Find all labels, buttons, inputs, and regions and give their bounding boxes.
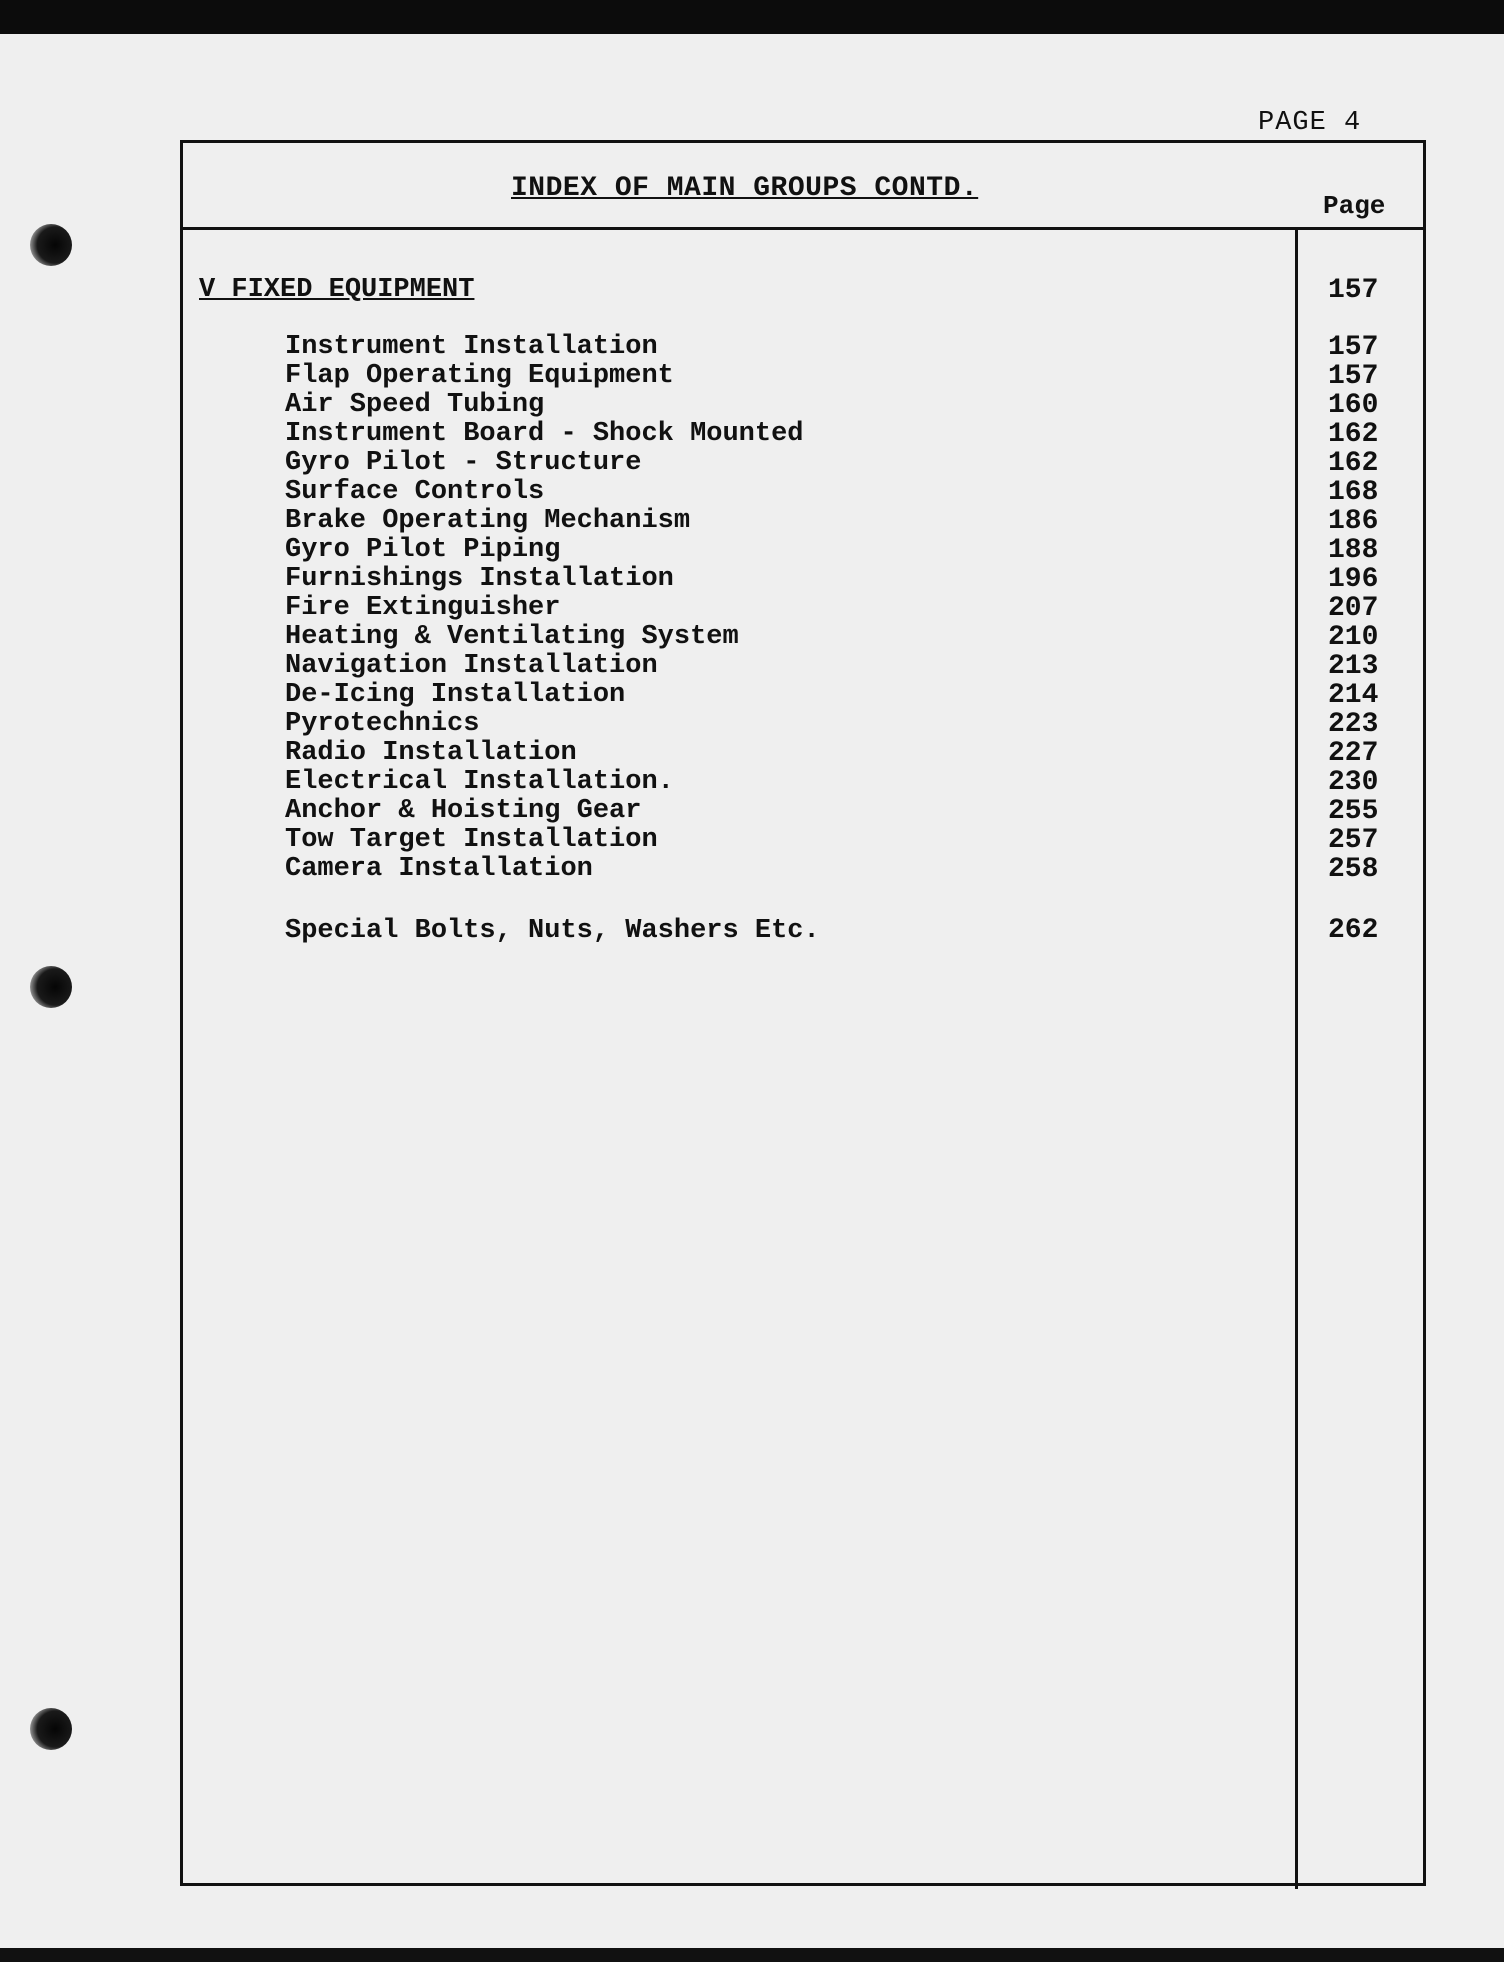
scan-top-edge [0, 0, 1504, 34]
entry-page: 227 [1328, 738, 1379, 769]
entry-label: Fire Extinguisher [285, 593, 561, 623]
entry-list [183, 333, 1423, 884]
entry-label: Navigation Installation [285, 651, 658, 681]
section-page-number: 157 [1328, 275, 1379, 306]
list-item [183, 362, 1423, 391]
entry-page: 255 [1328, 796, 1379, 827]
entry-page: 223 [1328, 709, 1379, 740]
entry-page: 258 [1328, 854, 1379, 885]
entry-label: Electrical Installation. [285, 767, 674, 797]
entry-label: Air Speed Tubing [285, 390, 545, 420]
list-item [183, 623, 1423, 652]
entry-label: Gyro Pilot - Structure [285, 448, 642, 478]
entry-label: De-Icing Installation [285, 680, 626, 710]
entry-label: Tow Target Installation [285, 825, 658, 855]
list-item [183, 652, 1423, 681]
special-entry-page: 262 [1328, 915, 1379, 946]
list-item [183, 710, 1423, 739]
list-item [183, 826, 1423, 855]
entry-label: Instrument Installation [285, 332, 658, 362]
entry-label: Heating & Ventilating System [285, 622, 739, 652]
page-title: INDEX OF MAIN GROUPS CONTD. [511, 173, 979, 204]
list-item [183, 478, 1423, 507]
list-item [183, 797, 1423, 826]
list-item [183, 333, 1423, 362]
entry-page: 160 [1328, 390, 1379, 421]
header-divider [183, 227, 1423, 230]
entry-page: 157 [1328, 361, 1379, 392]
index-table [180, 140, 1426, 1886]
entry-label: Furnishings Installation [285, 564, 674, 594]
entry-page: 257 [1328, 825, 1379, 856]
entry-label: Surface Controls [285, 477, 545, 507]
special-entry [183, 915, 1423, 947]
entry-label: Instrument Board - Shock Mounted [285, 419, 804, 449]
scan-bottom-edge [0, 1948, 1504, 1962]
entry-page: 196 [1328, 564, 1379, 595]
entry-label: Radio Installation [285, 738, 577, 768]
list-item [183, 449, 1423, 478]
list-item [183, 768, 1423, 797]
punch-hole-bottom [30, 1708, 72, 1750]
list-item [183, 391, 1423, 420]
list-item [183, 420, 1423, 449]
list-item [183, 681, 1423, 710]
entry-page: 168 [1328, 477, 1379, 508]
list-item [183, 565, 1423, 594]
entry-page: 157 [1328, 332, 1379, 363]
entry-page: 162 [1328, 419, 1379, 450]
entry-page: 186 [1328, 506, 1379, 537]
entry-page: 188 [1328, 535, 1379, 566]
entry-page: 213 [1328, 651, 1379, 682]
entry-label: Gyro Pilot Piping [285, 535, 561, 565]
punch-hole-middle [30, 966, 72, 1008]
entry-label: Flap Operating Equipment [285, 361, 674, 391]
entry-label: Brake Operating Mechanism [285, 506, 691, 536]
list-item [183, 739, 1423, 768]
entry-page: 214 [1328, 680, 1379, 711]
special-entry-label: Special Bolts, Nuts, Washers Etc. [285, 916, 820, 946]
list-item [183, 594, 1423, 623]
entry-label: Camera Installation [285, 854, 593, 884]
entry-page: 207 [1328, 593, 1379, 624]
section-heading: V FIXED EQUIPMENT [199, 275, 475, 305]
page-column-header: Page [1323, 191, 1386, 221]
list-item [183, 536, 1423, 565]
list-item [183, 855, 1423, 884]
entry-page: 210 [1328, 622, 1379, 653]
list-item [183, 507, 1423, 536]
entry-page: 162 [1328, 448, 1379, 479]
punch-hole-top [30, 224, 72, 266]
entry-page: 230 [1328, 767, 1379, 798]
entry-label: Anchor & Hoisting Gear [285, 796, 642, 826]
page-number: PAGE 4 [1258, 108, 1362, 138]
entry-label: Pyrotechnics [285, 709, 480, 739]
